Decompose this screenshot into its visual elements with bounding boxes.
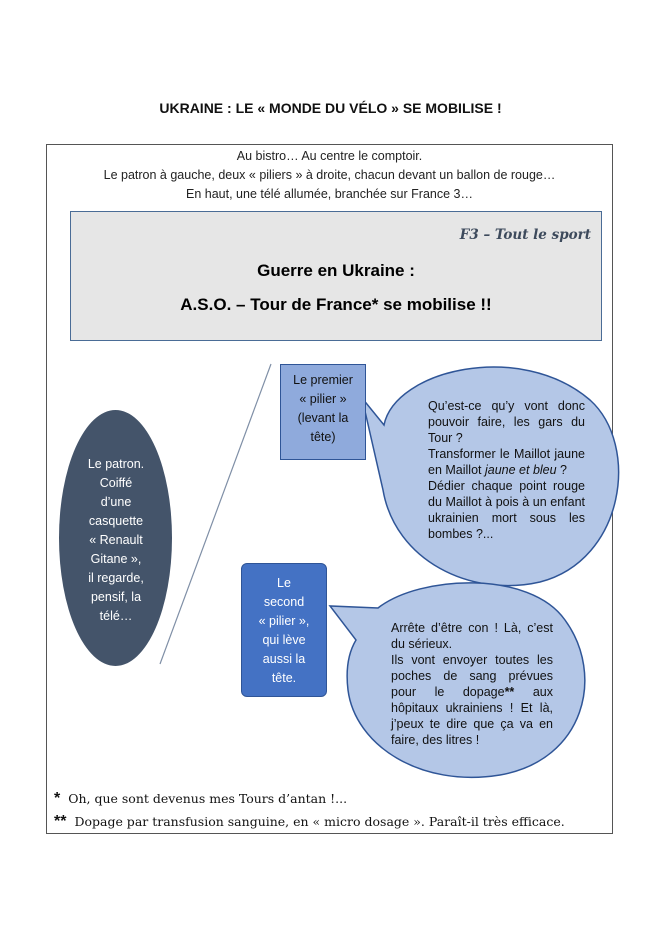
speech-2-line-1: Arrête d’être con ! Là, c’est du sérieux. bbox=[391, 621, 553, 651]
footnote-1-text: Oh, que sont devenus mes Tours d’antan !... bbox=[68, 791, 348, 806]
speech-1-line-2: Transformer le Maillot jaune en Maillot jaune et bleu ? bbox=[428, 447, 585, 477]
patron-caption: Le patron. Coiffé d’une casquette « Renault Gitane », il regarde, pensif, la télé… bbox=[87, 457, 145, 623]
footnote-2-mark: ** bbox=[54, 813, 67, 830]
intro-line-2: Le patron à gauche, deux « piliers » à droite, chacun devant un ballon de rouge… bbox=[103, 168, 556, 182]
footnote-1 bbox=[54, 790, 347, 808]
second-pilier-speech bbox=[391, 620, 553, 748]
second-pilier-box: Le second « pilier », qui lève aussi la tête. bbox=[241, 563, 327, 697]
first-pilier-box: Le premier « pilier » (levant la tête) bbox=[280, 364, 366, 460]
speech-1-line-3: Dédier chaque point rouge du Maillot à pois à un enfant ukrainien mort sous les bombes ?... bbox=[428, 479, 585, 541]
page-title: UKRAINE : LE « MONDE DU VÉLO » SE MOBILISE ! bbox=[159, 100, 502, 116]
tv-headline-2: A.S.O. – Tour de France* se mobilise !! bbox=[180, 295, 492, 314]
tv-channel-label: F3 – Tout le sport bbox=[459, 227, 591, 243]
intro-line-1: Au bistro… Au centre le comptoir. bbox=[236, 149, 423, 163]
intro-line-3: En haut, une télé allumée, branchée sur France 3… bbox=[186, 187, 473, 201]
footnote-1-mark: * bbox=[54, 790, 61, 807]
speech-1-line-1: Qu’est-ce qu’y vont donc pouvoir faire, les gars du Tour ? bbox=[428, 399, 585, 445]
first-pilier-speech bbox=[428, 398, 585, 542]
footnote-2 bbox=[54, 813, 565, 831]
tv-headline-1: Guerre en Ukraine : bbox=[257, 261, 415, 280]
speech-2-line-2: Ils vont envoyer toutes les poches de sang prévues pour le dopage** aux hôpitaux ukrainiens ! Et là, j’peux te dire que ça va en faire, des litres ! bbox=[391, 653, 553, 747]
footnote-2-text: Dopage par transfusion sanguine, en « micro dosage ». Paraît-il très efficace. bbox=[74, 814, 565, 829]
